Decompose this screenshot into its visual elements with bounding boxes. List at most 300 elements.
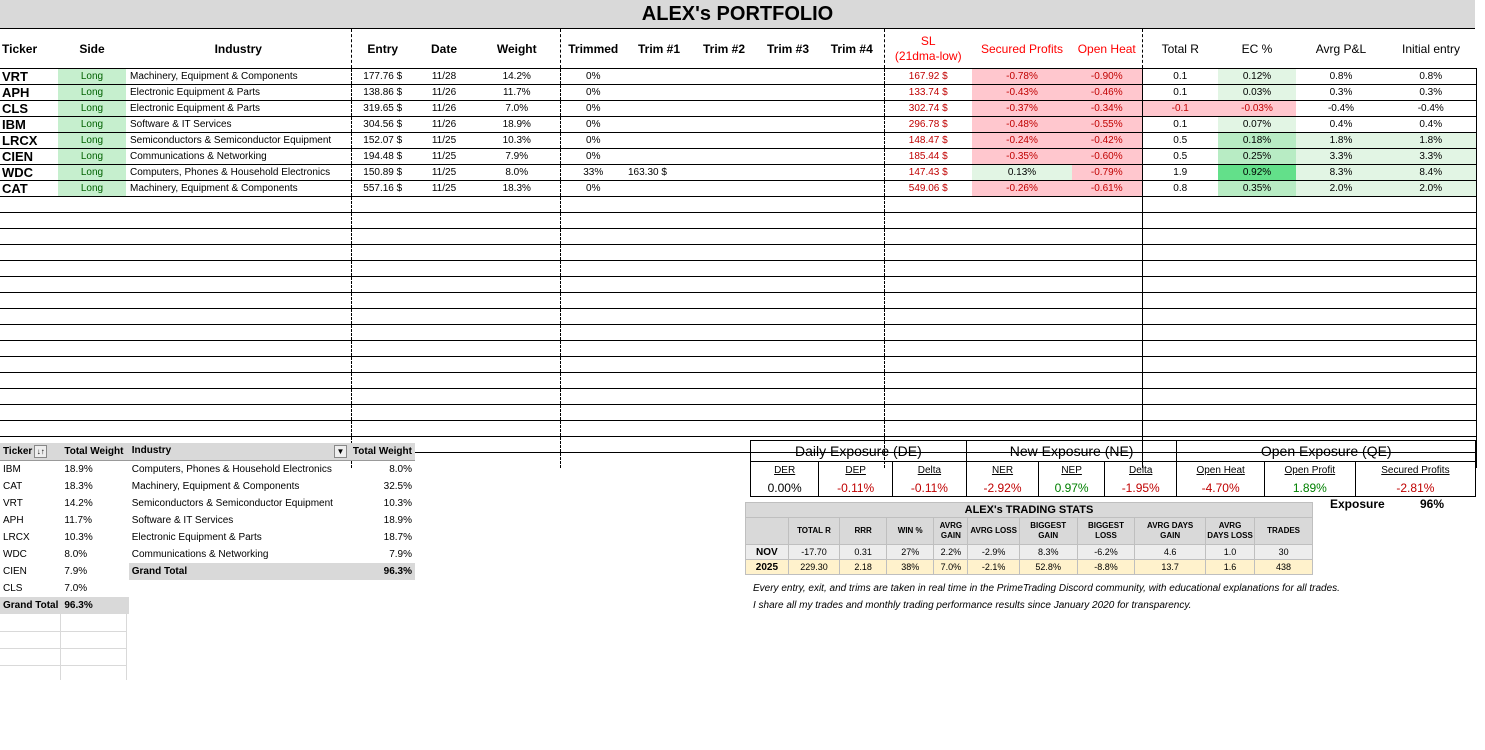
sl-cell[interactable] xyxy=(884,277,972,293)
trim1-cell[interactable] xyxy=(626,229,692,245)
ticker-cell[interactable] xyxy=(0,325,58,341)
ec-cell[interactable] xyxy=(1218,341,1296,357)
ec-cell[interactable] xyxy=(1218,421,1296,437)
weight-cell[interactable] xyxy=(474,277,560,293)
initial-entry-cell[interactable] xyxy=(1386,229,1476,245)
trim3-cell[interactable] xyxy=(756,165,820,181)
trim1-cell[interactable] xyxy=(626,453,692,469)
date-cell[interactable] xyxy=(414,437,474,453)
entry-cell[interactable]: 152.07 $ xyxy=(351,133,414,149)
sl-cell[interactable] xyxy=(884,405,972,421)
ticker-cell[interactable] xyxy=(0,389,58,405)
trimmed-cell[interactable] xyxy=(560,277,626,293)
sl-cell[interactable]: 549.06 $ xyxy=(884,181,972,197)
date-cell[interactable]: 11/28 xyxy=(414,69,474,85)
col-header-trim2[interactable]: Trim #2 xyxy=(692,29,756,69)
ticker-cell[interactable]: CIEN xyxy=(0,149,58,165)
trimmed-cell[interactable] xyxy=(560,437,626,453)
trim4-cell[interactable] xyxy=(820,117,884,133)
open-heat-cell[interactable]: -0.42% xyxy=(1072,133,1142,149)
trim4-cell[interactable] xyxy=(820,277,884,293)
industry-cell[interactable] xyxy=(126,309,351,325)
initial-entry-cell[interactable] xyxy=(1386,261,1476,277)
trimmed-cell[interactable] xyxy=(560,357,626,373)
ticker-cell[interactable] xyxy=(0,245,58,261)
entry-cell[interactable] xyxy=(351,405,414,421)
trim3-cell[interactable] xyxy=(756,277,820,293)
avg-pnl-cell[interactable] xyxy=(1296,213,1386,229)
secured-profits-cell[interactable]: -0.24% xyxy=(972,133,1072,149)
total-r-cell[interactable] xyxy=(1142,357,1218,373)
pivot-ticker-cell[interactable]: CIEN xyxy=(3,566,27,577)
ec-cell[interactable] xyxy=(1218,229,1296,245)
trim4-cell[interactable] xyxy=(820,325,884,341)
initial-entry-cell[interactable]: 2.0% xyxy=(1386,181,1476,197)
total-r-cell[interactable] xyxy=(1142,421,1218,437)
side-cell[interactable] xyxy=(58,197,126,213)
trim3-cell[interactable] xyxy=(756,325,820,341)
total-r-cell[interactable]: 0.1 xyxy=(1142,117,1218,133)
sl-cell[interactable]: 148.47 $ xyxy=(884,133,972,149)
ec-cell[interactable]: 0.92% xyxy=(1218,165,1296,181)
weight-cell[interactable] xyxy=(474,437,560,453)
entry-cell[interactable] xyxy=(351,357,414,373)
trim3-cell[interactable] xyxy=(756,309,820,325)
weight-cell[interactable] xyxy=(474,245,560,261)
side-cell[interactable] xyxy=(58,421,126,437)
ticker-cell[interactable] xyxy=(0,213,58,229)
date-cell[interactable] xyxy=(414,261,474,277)
date-cell[interactable]: 11/25 xyxy=(414,133,474,149)
trimmed-cell[interactable] xyxy=(560,389,626,405)
total-r-cell[interactable] xyxy=(1142,325,1218,341)
col-header-ticker[interactable]: Ticker xyxy=(0,29,58,69)
secured-profits-cell[interactable] xyxy=(972,245,1072,261)
entry-cell[interactable] xyxy=(351,197,414,213)
ec-cell[interactable] xyxy=(1218,325,1296,341)
open-heat-cell[interactable]: -0.61% xyxy=(1072,181,1142,197)
initial-entry-cell[interactable] xyxy=(1386,277,1476,293)
sl-cell[interactable]: 133.74 $ xyxy=(884,85,972,101)
avg-pnl-cell[interactable]: 0.4% xyxy=(1296,117,1386,133)
pivot-industry-cell[interactable]: Software & IT Services xyxy=(131,515,234,526)
col-header-secured[interactable]: Secured Profits xyxy=(972,29,1072,69)
date-cell[interactable]: 11/25 xyxy=(414,165,474,181)
trim2-cell[interactable] xyxy=(692,245,756,261)
industry-cell[interactable] xyxy=(126,421,351,437)
date-cell[interactable] xyxy=(414,309,474,325)
trim2-cell[interactable] xyxy=(692,405,756,421)
industry-cell[interactable]: Software & IT Services xyxy=(126,117,351,133)
industry-cell[interactable] xyxy=(126,277,351,293)
trim2-cell[interactable] xyxy=(692,181,756,197)
initial-entry-cell[interactable]: 1.8% xyxy=(1386,133,1476,149)
side-cell[interactable] xyxy=(58,277,126,293)
trimmed-cell[interactable]: 33% xyxy=(560,165,626,181)
date-cell[interactable] xyxy=(414,421,474,437)
pivot-ticker-cell[interactable]: VRT xyxy=(3,498,23,509)
trim4-cell[interactable] xyxy=(820,389,884,405)
trim1-cell[interactable] xyxy=(626,277,692,293)
pivot-industry-cell[interactable]: Communications & Networking xyxy=(131,549,269,560)
side-cell[interactable] xyxy=(58,293,126,309)
open-heat-cell[interactable] xyxy=(1072,261,1142,277)
initial-entry-cell[interactable] xyxy=(1386,213,1476,229)
weight-cell[interactable] xyxy=(474,293,560,309)
weight-cell[interactable] xyxy=(474,389,560,405)
trimmed-cell[interactable] xyxy=(560,309,626,325)
avg-pnl-cell[interactable] xyxy=(1296,261,1386,277)
trim3-cell[interactable] xyxy=(756,389,820,405)
secured-profits-cell[interactable]: -0.37% xyxy=(972,101,1072,117)
pivot-ticker-header[interactable]: Ticker ↓↑ xyxy=(0,443,61,461)
col-header-sl[interactable] xyxy=(884,29,972,69)
secured-profits-cell[interactable] xyxy=(972,261,1072,277)
date-cell[interactable]: 11/26 xyxy=(414,85,474,101)
trim2-cell[interactable] xyxy=(692,133,756,149)
open-heat-cell[interactable] xyxy=(1072,341,1142,357)
trim1-cell[interactable] xyxy=(626,133,692,149)
date-cell[interactable] xyxy=(414,245,474,261)
total-r-cell[interactable] xyxy=(1142,341,1218,357)
trim4-cell[interactable] xyxy=(820,405,884,421)
weight-cell[interactable] xyxy=(474,453,560,469)
trim3-cell[interactable] xyxy=(756,261,820,277)
secured-profits-cell[interactable] xyxy=(972,405,1072,421)
ticker-cell[interactable] xyxy=(0,405,58,421)
entry-cell[interactable] xyxy=(351,261,414,277)
ticker-cell[interactable] xyxy=(0,197,58,213)
date-cell[interactable] xyxy=(414,293,474,309)
total-r-cell[interactable]: 0.5 xyxy=(1142,133,1218,149)
sl-cell[interactable]: 167.92 $ xyxy=(884,69,972,85)
trim4-cell[interactable] xyxy=(820,197,884,213)
date-cell[interactable] xyxy=(414,357,474,373)
sl-cell[interactable] xyxy=(884,357,972,373)
industry-cell[interactable]: Electronic Equipment & Parts xyxy=(126,85,351,101)
ec-cell[interactable] xyxy=(1218,245,1296,261)
col-header-pnl[interactable]: Avrg P&L xyxy=(1296,29,1386,69)
secured-profits-cell[interactable] xyxy=(972,325,1072,341)
pivot-ticker-cell[interactable]: WDC xyxy=(3,549,27,560)
weight-cell[interactable]: 7.0% xyxy=(474,101,560,117)
industry-cell[interactable] xyxy=(126,389,351,405)
sl-cell[interactable] xyxy=(884,325,972,341)
date-cell[interactable] xyxy=(414,229,474,245)
trimmed-cell[interactable] xyxy=(560,421,626,437)
open-heat-cell[interactable] xyxy=(1072,309,1142,325)
trim1-cell[interactable] xyxy=(626,197,692,213)
trim4-cell[interactable] xyxy=(820,181,884,197)
avg-pnl-cell[interactable] xyxy=(1296,357,1386,373)
secured-profits-cell[interactable]: -0.35% xyxy=(972,149,1072,165)
ec-cell[interactable]: 0.03% xyxy=(1218,85,1296,101)
secured-profits-cell[interactable] xyxy=(972,309,1072,325)
entry-cell[interactable] xyxy=(351,277,414,293)
trim1-cell[interactable] xyxy=(626,101,692,117)
ticker-cell[interactable] xyxy=(0,309,58,325)
col-header-trim1[interactable]: Trim #1 xyxy=(626,29,692,69)
secured-profits-cell[interactable]: -0.43% xyxy=(972,85,1072,101)
trim4-cell[interactable] xyxy=(820,373,884,389)
date-cell[interactable] xyxy=(414,405,474,421)
industry-cell[interactable]: Machinery, Equipment & Components xyxy=(126,181,351,197)
ticker-cell[interactable]: APH xyxy=(0,85,58,101)
side-cell[interactable] xyxy=(58,309,126,325)
secured-profits-cell[interactable] xyxy=(972,293,1072,309)
trim4-cell[interactable] xyxy=(820,293,884,309)
side-cell[interactable] xyxy=(58,245,126,261)
secured-profits-cell[interactable] xyxy=(972,357,1072,373)
filter-icon[interactable]: ▼ xyxy=(334,445,347,458)
col-header-weight[interactable]: Weight xyxy=(474,29,560,69)
trim1-cell[interactable] xyxy=(626,357,692,373)
trim2-cell[interactable] xyxy=(692,357,756,373)
side-cell[interactable] xyxy=(58,261,126,277)
trimmed-cell[interactable]: 0% xyxy=(560,117,626,133)
entry-cell[interactable]: 304.56 $ xyxy=(351,117,414,133)
entry-cell[interactable]: 557.16 $ xyxy=(351,181,414,197)
col-header-date[interactable]: Date xyxy=(414,29,474,69)
trim3-cell[interactable] xyxy=(756,293,820,309)
trim1-cell[interactable] xyxy=(626,437,692,453)
date-cell[interactable] xyxy=(414,277,474,293)
weight-cell[interactable] xyxy=(474,309,560,325)
open-heat-cell[interactable]: -0.55% xyxy=(1072,117,1142,133)
industry-cell[interactable] xyxy=(126,341,351,357)
entry-cell[interactable]: 138.86 $ xyxy=(351,85,414,101)
trim2-cell[interactable] xyxy=(692,101,756,117)
col-header-heat[interactable]: Open Heat xyxy=(1072,29,1142,69)
entry-cell[interactable] xyxy=(351,421,414,437)
total-r-cell[interactable] xyxy=(1142,277,1218,293)
open-heat-cell[interactable] xyxy=(1072,213,1142,229)
pivot-industry-cell[interactable]: Computers, Phones & Household Electronics xyxy=(131,464,332,475)
total-r-cell[interactable] xyxy=(1142,405,1218,421)
col-header-side[interactable]: Side xyxy=(58,29,126,69)
avg-pnl-cell[interactable] xyxy=(1296,341,1386,357)
industry-cell[interactable]: Communications & Networking xyxy=(126,149,351,165)
open-heat-cell[interactable] xyxy=(1072,229,1142,245)
trimmed-cell[interactable]: 0% xyxy=(560,133,626,149)
ticker-cell[interactable]: LRCX xyxy=(0,133,58,149)
total-r-cell[interactable]: 0.1 xyxy=(1142,85,1218,101)
trim2-cell[interactable] xyxy=(692,261,756,277)
industry-cell[interactable] xyxy=(126,325,351,341)
weight-cell[interactable]: 8.0% xyxy=(474,165,560,181)
ticker-cell[interactable] xyxy=(0,421,58,437)
entry-cell[interactable] xyxy=(351,293,414,309)
ticker-cell[interactable]: CAT xyxy=(0,181,58,197)
avg-pnl-cell[interactable] xyxy=(1296,389,1386,405)
avg-pnl-cell[interactable]: 3.3% xyxy=(1296,149,1386,165)
industry-cell[interactable] xyxy=(126,229,351,245)
open-heat-cell[interactable] xyxy=(1072,197,1142,213)
trimmed-cell[interactable] xyxy=(560,373,626,389)
trim1-cell[interactable] xyxy=(626,309,692,325)
entry-cell[interactable] xyxy=(351,341,414,357)
trimmed-cell[interactable]: 0% xyxy=(560,101,626,117)
sort-filter-icon[interactable]: ↓↑ xyxy=(34,445,47,458)
trim1-cell[interactable] xyxy=(626,373,692,389)
secured-profits-cell[interactable]: 0.13% xyxy=(972,165,1072,181)
ec-cell[interactable]: -0.03% xyxy=(1218,101,1296,117)
trim1-cell[interactable] xyxy=(626,85,692,101)
entry-cell[interactable] xyxy=(351,373,414,389)
date-cell[interactable]: 11/25 xyxy=(414,149,474,165)
trim3-cell[interactable] xyxy=(756,101,820,117)
industry-cell[interactable] xyxy=(126,293,351,309)
trim4-cell[interactable] xyxy=(820,245,884,261)
trimmed-cell[interactable] xyxy=(560,325,626,341)
date-cell[interactable] xyxy=(414,213,474,229)
trim3-cell[interactable] xyxy=(756,133,820,149)
trimmed-cell[interactable] xyxy=(560,453,626,469)
date-cell[interactable] xyxy=(414,373,474,389)
trim2-cell[interactable] xyxy=(692,389,756,405)
industry-cell[interactable]: Electronic Equipment & Parts xyxy=(126,101,351,117)
trim2-cell[interactable] xyxy=(692,197,756,213)
initial-entry-cell[interactable] xyxy=(1386,309,1476,325)
ticker-cell[interactable] xyxy=(0,277,58,293)
trim2-cell[interactable] xyxy=(692,421,756,437)
weight-cell[interactable] xyxy=(474,197,560,213)
initial-entry-cell[interactable] xyxy=(1386,325,1476,341)
trim3-cell[interactable] xyxy=(756,197,820,213)
trim1-cell[interactable] xyxy=(626,421,692,437)
trimmed-cell[interactable] xyxy=(560,293,626,309)
col-header-trimmed[interactable]: Trimmed xyxy=(560,29,626,69)
industry-cell[interactable] xyxy=(126,357,351,373)
pivot-industry-header[interactable]: Industry ▼ xyxy=(129,443,350,461)
initial-entry-cell[interactable]: 0.8% xyxy=(1386,69,1476,85)
date-cell[interactable] xyxy=(414,341,474,357)
pivot-ticker-cell[interactable]: LRCX xyxy=(3,532,30,543)
trim1-cell[interactable] xyxy=(626,69,692,85)
trimmed-cell[interactable]: 0% xyxy=(560,85,626,101)
trim3-cell[interactable] xyxy=(756,213,820,229)
entry-cell[interactable] xyxy=(351,229,414,245)
avg-pnl-cell[interactable]: 8.3% xyxy=(1296,165,1386,181)
trim3-cell[interactable] xyxy=(756,245,820,261)
initial-entry-cell[interactable]: 0.3% xyxy=(1386,85,1476,101)
trim2-cell[interactable] xyxy=(692,453,756,469)
initial-entry-cell[interactable] xyxy=(1386,405,1476,421)
ticker-cell[interactable] xyxy=(0,341,58,357)
trim4-cell[interactable] xyxy=(820,229,884,245)
secured-profits-cell[interactable] xyxy=(972,197,1072,213)
date-cell[interactable] xyxy=(414,389,474,405)
date-cell[interactable] xyxy=(414,453,474,469)
sl-cell[interactable] xyxy=(884,261,972,277)
total-r-cell[interactable] xyxy=(1142,293,1218,309)
secured-profits-cell[interactable] xyxy=(972,213,1072,229)
weight-cell[interactable] xyxy=(474,357,560,373)
total-r-cell[interactable]: 1.9 xyxy=(1142,165,1218,181)
ticker-cell[interactable] xyxy=(0,373,58,389)
side-cell[interactable]: Long xyxy=(58,149,126,165)
sl-cell[interactable] xyxy=(884,309,972,325)
total-r-cell[interactable]: 0.1 xyxy=(1142,69,1218,85)
ec-cell[interactable] xyxy=(1218,197,1296,213)
ticker-cell[interactable] xyxy=(0,357,58,373)
industry-cell[interactable] xyxy=(126,373,351,389)
industry-cell[interactable]: Semiconductors & Semiconductor Equipment xyxy=(126,133,351,149)
trim4-cell[interactable] xyxy=(820,357,884,373)
trim3-cell[interactable] xyxy=(756,405,820,421)
open-heat-cell[interactable] xyxy=(1072,325,1142,341)
total-r-cell[interactable]: -0.1 xyxy=(1142,101,1218,117)
trim3-cell[interactable] xyxy=(756,229,820,245)
trim1-cell[interactable]: 163.30 $ xyxy=(626,165,692,181)
trim1-cell[interactable] xyxy=(626,293,692,309)
open-heat-cell[interactable] xyxy=(1072,245,1142,261)
trimmed-cell[interactable] xyxy=(560,261,626,277)
ec-cell[interactable] xyxy=(1218,293,1296,309)
sl-cell[interactable] xyxy=(884,373,972,389)
open-heat-cell[interactable] xyxy=(1072,293,1142,309)
initial-entry-cell[interactable]: 0.4% xyxy=(1386,117,1476,133)
ec-cell[interactable] xyxy=(1218,405,1296,421)
trim3-cell[interactable] xyxy=(756,85,820,101)
weight-cell[interactable]: 11.7% xyxy=(474,85,560,101)
side-cell[interactable] xyxy=(58,213,126,229)
ec-cell[interactable]: 0.07% xyxy=(1218,117,1296,133)
initial-entry-cell[interactable] xyxy=(1386,197,1476,213)
avg-pnl-cell[interactable] xyxy=(1296,405,1386,421)
col-header-entry[interactable]: Entry xyxy=(351,29,414,69)
weight-cell[interactable] xyxy=(474,261,560,277)
secured-profits-cell[interactable] xyxy=(972,373,1072,389)
ec-cell[interactable] xyxy=(1218,309,1296,325)
side-cell[interactable]: Long xyxy=(58,101,126,117)
secured-profits-cell[interactable]: -0.48% xyxy=(972,117,1072,133)
sl-cell[interactable] xyxy=(884,229,972,245)
total-r-cell[interactable]: 0.5 xyxy=(1142,149,1218,165)
ec-cell[interactable]: 0.35% xyxy=(1218,181,1296,197)
avg-pnl-cell[interactable] xyxy=(1296,293,1386,309)
avg-pnl-cell[interactable] xyxy=(1296,421,1386,437)
industry-cell[interactable] xyxy=(126,213,351,229)
initial-entry-cell[interactable] xyxy=(1386,341,1476,357)
avg-pnl-cell[interactable] xyxy=(1296,229,1386,245)
sl-cell[interactable] xyxy=(884,197,972,213)
side-cell[interactable] xyxy=(58,229,126,245)
initial-entry-cell[interactable]: -0.4% xyxy=(1386,101,1476,117)
trimmed-cell[interactable] xyxy=(560,245,626,261)
trimmed-cell[interactable] xyxy=(560,229,626,245)
industry-cell[interactable]: Machinery, Equipment & Components xyxy=(126,69,351,85)
open-heat-cell[interactable] xyxy=(1072,277,1142,293)
trim4-cell[interactable] xyxy=(820,149,884,165)
trim3-cell[interactable] xyxy=(756,117,820,133)
date-cell[interactable] xyxy=(414,325,474,341)
initial-entry-cell[interactable]: 8.4% xyxy=(1386,165,1476,181)
trimmed-cell[interactable]: 0% xyxy=(560,181,626,197)
initial-entry-cell[interactable] xyxy=(1386,245,1476,261)
weight-cell[interactable] xyxy=(474,405,560,421)
industry-cell[interactable] xyxy=(126,245,351,261)
trim3-cell[interactable] xyxy=(756,357,820,373)
ec-cell[interactable]: 0.18% xyxy=(1218,133,1296,149)
ticker-cell[interactable] xyxy=(0,293,58,309)
entry-cell[interactable]: 319.65 $ xyxy=(351,101,414,117)
col-header-trim3[interactable]: Trim #3 xyxy=(756,29,820,69)
trim2-cell[interactable] xyxy=(692,277,756,293)
open-heat-cell[interactable] xyxy=(1072,373,1142,389)
entry-cell[interactable] xyxy=(351,389,414,405)
open-heat-cell[interactable]: -0.90% xyxy=(1072,69,1142,85)
